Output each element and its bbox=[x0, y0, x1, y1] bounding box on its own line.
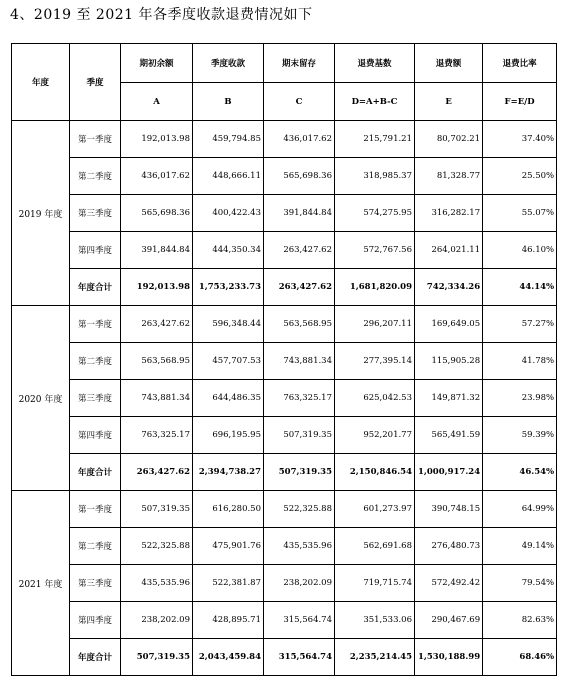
value-cell: 763,325.17 bbox=[121, 417, 193, 454]
value-cell: 238,202.09 bbox=[264, 565, 335, 602]
value-cell: 428,895.71 bbox=[193, 602, 264, 639]
value-cell: 79.54% bbox=[483, 565, 557, 602]
value-cell: 742,334.26 bbox=[415, 269, 483, 306]
quarter-cell: 第四季度 bbox=[70, 417, 121, 454]
section-heading: 4、2019 至 2021 年各季度收款退费情况如下 bbox=[10, 7, 313, 23]
quarter-cell: 年度合计 bbox=[70, 269, 121, 306]
table-body bbox=[12, 121, 557, 676]
value-cell: 169,649.05 bbox=[415, 306, 483, 343]
table-row-total bbox=[12, 269, 557, 306]
value-cell: 277,395.14 bbox=[335, 343, 415, 380]
value-cell: 263,427.62 bbox=[264, 232, 335, 269]
quarter-cell: 第一季度 bbox=[70, 121, 121, 158]
value-cell: 743,881.34 bbox=[121, 380, 193, 417]
value-cell: 522,381.87 bbox=[193, 565, 264, 602]
value-cell: 37.40% bbox=[483, 121, 557, 158]
value-cell: 435,535.96 bbox=[264, 528, 335, 565]
table-row bbox=[12, 528, 557, 565]
value-cell: 55.07% bbox=[483, 195, 557, 232]
value-cell: 25.50% bbox=[483, 158, 557, 195]
value-cell: 565,698.36 bbox=[121, 195, 193, 232]
year-cell: 2021 年度 bbox=[12, 491, 70, 676]
value-cell: 46.54% bbox=[483, 454, 557, 491]
value-cell: 522,325.88 bbox=[264, 491, 335, 528]
value-cell: 565,698.36 bbox=[264, 158, 335, 195]
refund-table bbox=[11, 43, 557, 676]
value-cell: 64.99% bbox=[483, 491, 557, 528]
value-cell: 436,017.62 bbox=[264, 121, 335, 158]
quarter-cell: 第二季度 bbox=[70, 343, 121, 380]
value-cell: 59.39% bbox=[483, 417, 557, 454]
value-cell: 400,422.43 bbox=[193, 195, 264, 232]
value-cell: 1,753,233.73 bbox=[193, 269, 264, 306]
value-cell: 596,348.44 bbox=[193, 306, 264, 343]
quarter-cell: 第一季度 bbox=[70, 306, 121, 343]
value-cell: 263,427.62 bbox=[121, 306, 193, 343]
value-cell: 743,881.34 bbox=[264, 343, 335, 380]
value-cell: 263,427.62 bbox=[121, 454, 193, 491]
value-cell: 68.46% bbox=[483, 639, 557, 676]
value-cell: 952,201.77 bbox=[335, 417, 415, 454]
value-cell: 49.14% bbox=[483, 528, 557, 565]
value-cell: 719,715.74 bbox=[335, 565, 415, 602]
value-cell: 522,325.88 bbox=[121, 528, 193, 565]
value-cell: 296,207.11 bbox=[335, 306, 415, 343]
quarter-cell: 第四季度 bbox=[70, 232, 121, 269]
value-cell: 192,013.98 bbox=[121, 121, 193, 158]
value-cell: 563,568.95 bbox=[121, 343, 193, 380]
value-cell: 2,043,459.84 bbox=[193, 639, 264, 676]
header-closing-retained: 期末留存 bbox=[264, 44, 335, 83]
value-cell: 616,280.50 bbox=[193, 491, 264, 528]
value-cell: 459,794.85 bbox=[193, 121, 264, 158]
table-row bbox=[12, 195, 557, 232]
table-row bbox=[12, 565, 557, 602]
value-cell: 44.14% bbox=[483, 269, 557, 306]
value-cell: 2,394,738.27 bbox=[193, 454, 264, 491]
table-row bbox=[12, 417, 557, 454]
value-cell: 507,319.35 bbox=[264, 454, 335, 491]
header-year: 年度 bbox=[12, 44, 70, 121]
value-cell: 276,480.73 bbox=[415, 528, 483, 565]
value-cell: 263,427.62 bbox=[264, 269, 335, 306]
value-cell: 41.78% bbox=[483, 343, 557, 380]
value-cell: 264,021.11 bbox=[415, 232, 483, 269]
formula-a: A bbox=[121, 83, 193, 121]
quarter-cell: 第三季度 bbox=[70, 195, 121, 232]
quarter-cell: 第二季度 bbox=[70, 528, 121, 565]
value-cell: 1,530,188.99 bbox=[415, 639, 483, 676]
value-cell: 1,000,917.24 bbox=[415, 454, 483, 491]
value-cell: 80,702.21 bbox=[415, 121, 483, 158]
value-cell: 351,533.06 bbox=[335, 602, 415, 639]
value-cell: 435,535.96 bbox=[121, 565, 193, 602]
quarter-cell: 第四季度 bbox=[70, 602, 121, 639]
value-cell: 115,905.28 bbox=[415, 343, 483, 380]
year-cell: 2019 年度 bbox=[12, 121, 70, 306]
value-cell: 391,844.84 bbox=[121, 232, 193, 269]
value-cell: 315,564.74 bbox=[264, 639, 335, 676]
formula-f: F=E/D bbox=[483, 83, 557, 121]
quarter-cell: 年度合计 bbox=[70, 454, 121, 491]
value-cell: 2,150,846.54 bbox=[335, 454, 415, 491]
table-row bbox=[12, 602, 557, 639]
value-cell: 192,013.98 bbox=[121, 269, 193, 306]
value-cell: 572,492.42 bbox=[415, 565, 483, 602]
value-cell: 2,235,214.45 bbox=[335, 639, 415, 676]
formula-c: C bbox=[264, 83, 335, 121]
value-cell: 444,350.34 bbox=[193, 232, 264, 269]
value-cell: 763,325.17 bbox=[264, 380, 335, 417]
value-cell: 507,319.35 bbox=[121, 491, 193, 528]
value-cell: 1,681,820.09 bbox=[335, 269, 415, 306]
formula-e: E bbox=[415, 83, 483, 121]
value-cell: 81,328.77 bbox=[415, 158, 483, 195]
quarter-cell: 第二季度 bbox=[70, 158, 121, 195]
value-cell: 318,985.37 bbox=[335, 158, 415, 195]
value-cell: 238,202.09 bbox=[121, 602, 193, 639]
table-row bbox=[12, 306, 557, 343]
quarter-cell: 年度合计 bbox=[70, 639, 121, 676]
table-row bbox=[12, 232, 557, 269]
value-cell: 507,319.35 bbox=[264, 417, 335, 454]
formula-d: D=A+B-C bbox=[335, 83, 415, 121]
header-refund-base: 退费基数 bbox=[335, 44, 415, 83]
value-cell: 563,568.95 bbox=[264, 306, 335, 343]
value-cell: 436,017.62 bbox=[121, 158, 193, 195]
table-row-total bbox=[12, 454, 557, 491]
value-cell: 565,491.59 bbox=[415, 417, 483, 454]
value-cell: 574,275.95 bbox=[335, 195, 415, 232]
header-refund-amount: 退费额 bbox=[415, 44, 483, 83]
year-cell: 2020 年度 bbox=[12, 306, 70, 491]
quarter-cell: 第三季度 bbox=[70, 565, 121, 602]
value-cell: 46.10% bbox=[483, 232, 557, 269]
value-cell: 390,748.15 bbox=[415, 491, 483, 528]
table-row bbox=[12, 121, 557, 158]
table-row-total bbox=[12, 639, 557, 676]
value-cell: 562,691.68 bbox=[335, 528, 415, 565]
value-cell: 315,564.74 bbox=[264, 602, 335, 639]
value-cell: 82.63% bbox=[483, 602, 557, 639]
table-row bbox=[12, 158, 557, 195]
value-cell: 507,319.35 bbox=[121, 639, 193, 676]
value-cell: 149,871.32 bbox=[415, 380, 483, 417]
table-row bbox=[12, 380, 557, 417]
value-cell: 457,707.53 bbox=[193, 343, 264, 380]
value-cell: 57.27% bbox=[483, 306, 557, 343]
value-cell: 448,666.11 bbox=[193, 158, 264, 195]
table-row bbox=[12, 491, 557, 528]
header-opening-balance: 期初余额 bbox=[121, 44, 193, 83]
formula-b: B bbox=[193, 83, 264, 121]
value-cell: 23.98% bbox=[483, 380, 557, 417]
value-cell: 696,195.95 bbox=[193, 417, 264, 454]
quarter-cell: 第一季度 bbox=[70, 491, 121, 528]
value-cell: 625,042.53 bbox=[335, 380, 415, 417]
value-cell: 644,486.35 bbox=[193, 380, 264, 417]
table-row bbox=[12, 343, 557, 380]
value-cell: 572,767.56 bbox=[335, 232, 415, 269]
quarter-cell: 第三季度 bbox=[70, 380, 121, 417]
value-cell: 601,273.97 bbox=[335, 491, 415, 528]
header-refund-ratio: 退费比率 bbox=[483, 44, 557, 83]
value-cell: 215,791.21 bbox=[335, 121, 415, 158]
value-cell: 316,282.17 bbox=[415, 195, 483, 232]
value-cell: 475,901.76 bbox=[193, 528, 264, 565]
header-quarter: 季度 bbox=[70, 44, 121, 121]
value-cell: 290,467.69 bbox=[415, 602, 483, 639]
value-cell: 391,844.84 bbox=[264, 195, 335, 232]
header-quarter-receipts: 季度收款 bbox=[193, 44, 264, 83]
